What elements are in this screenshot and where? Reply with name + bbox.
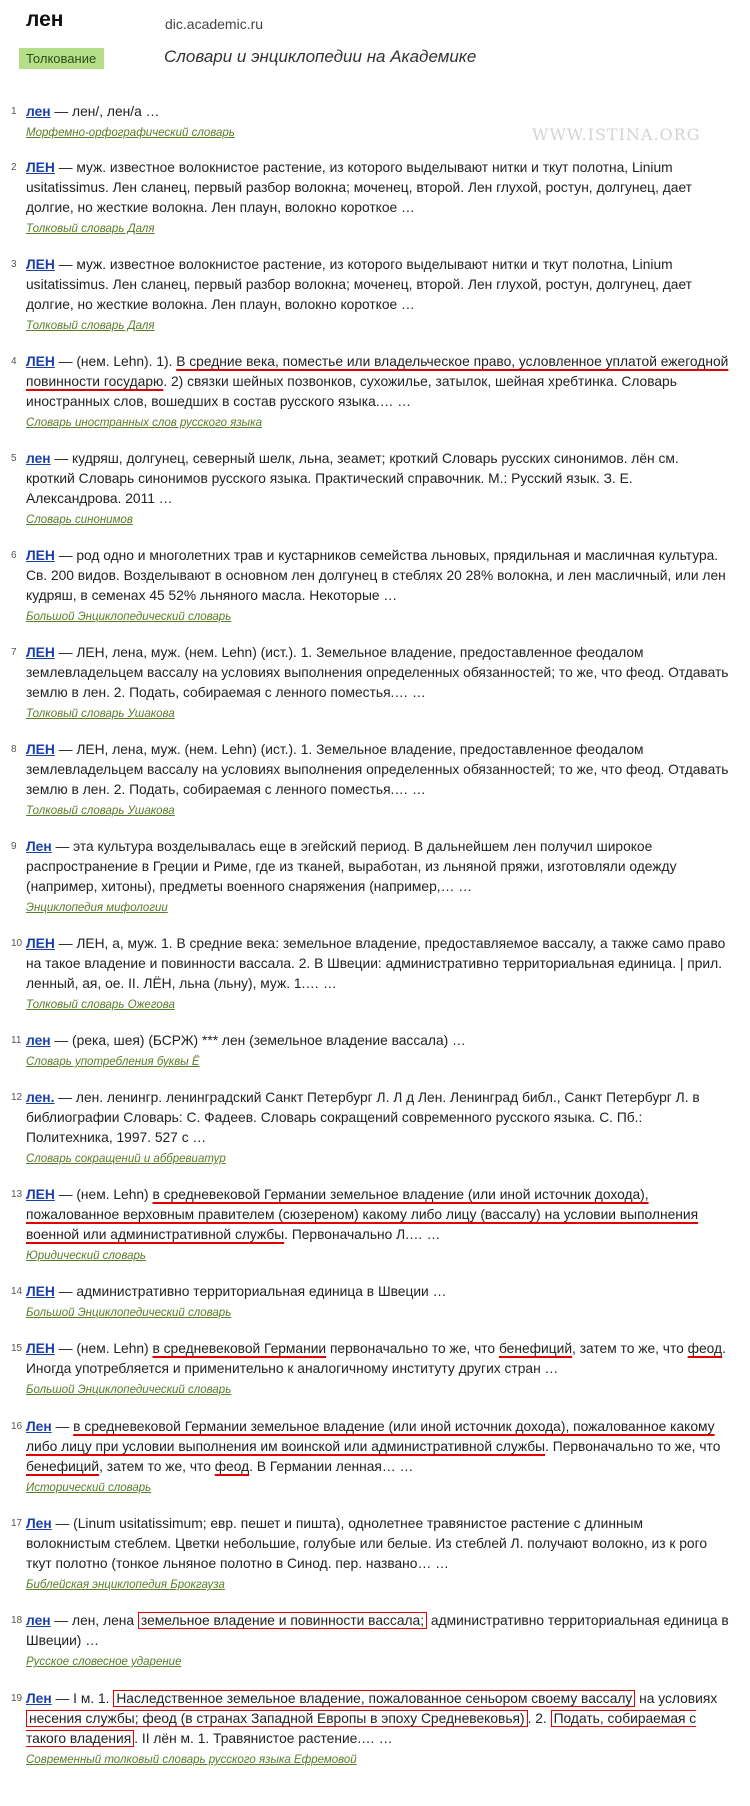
source-link[interactable]: Словарь сокращений и аббревиатур	[26, 1153, 226, 1165]
highlighted-phrase: феод	[687, 1341, 723, 1356]
entry-text	[26, 934, 730, 1015]
entry-number: 13	[11, 1189, 23, 1200]
entry-fragment: — (нем. Lehn)	[54, 1187, 153, 1202]
entry-fragment: — эта культура возделывалась еще в эгейский период. В дальнейшем лен получил широкое распространение в Греции и Риме, где из тканей, выработан, из льняной пряжи, изготовляли одежду (например, хитоны), предметы военного снаряжения (например,… …	[26, 839, 677, 894]
entry-fragment: — лен, лена	[50, 1613, 138, 1628]
entry-number: 7	[11, 647, 17, 658]
entry-text	[26, 352, 730, 433]
entry-fragment: . 2.	[527, 1711, 551, 1726]
list-item	[11, 158, 730, 239]
entry-fragment: на условиях	[635, 1691, 718, 1706]
entry-headword-link[interactable]: ЛЕН	[26, 548, 55, 563]
entry-text	[26, 1339, 730, 1400]
source-link[interactable]: Толковый словарь Ушакова	[26, 805, 175, 817]
entry-fragment: , затем то же, что	[99, 1459, 215, 1474]
entry-headword-link[interactable]: ЛЕН	[26, 742, 55, 757]
entry-number: 12	[11, 1092, 23, 1103]
entry-headword-link[interactable]: лен	[26, 1033, 51, 1048]
source-link[interactable]: Толковый словарь Ушакова	[26, 708, 175, 720]
entry-text	[26, 158, 730, 239]
entry-text	[26, 1611, 730, 1672]
tab-interpretation[interactable]: Толкование	[19, 48, 104, 69]
list-item	[11, 643, 730, 724]
list-item	[11, 1031, 730, 1072]
entry-fragment: . Первоначально Л.… …	[284, 1227, 441, 1242]
boxed-phrase: Подать, собираемая с такого владения	[26, 1711, 697, 1746]
entry-number: 6	[11, 550, 17, 561]
entry-fragment: — (река, шея) (БСРЖ) *** лен (земельное владение вассала) …	[50, 1033, 466, 1048]
source-link[interactable]: Исторический словарь	[26, 1482, 152, 1494]
entry-text	[26, 837, 730, 918]
entry-fragment: . II лён м. 1. Травянистое растение.… …	[134, 1731, 393, 1746]
entry-number: 4	[11, 356, 17, 367]
source-link[interactable]: Толковый словарь Даля	[26, 223, 155, 235]
list-item	[11, 449, 730, 530]
page-header	[0, 0, 750, 98]
source-link[interactable]: Русское словесное ударение	[26, 1656, 182, 1668]
entry-headword-link[interactable]: ЛЕН	[26, 936, 55, 951]
highlighted-phrase: в средневековой Германии	[152, 1341, 327, 1356]
list-item	[11, 740, 730, 821]
entry-number: 8	[11, 744, 17, 755]
boxed-phrase: несения службы; феод (в странах Западной Европы в эпоху Средневековья)	[26, 1710, 528, 1727]
entry-text	[26, 643, 730, 724]
highlighted-phrase: В средние века, поместье или владельческое право, условленное уплатой ежегодной повинности государю	[26, 354, 729, 389]
source-link[interactable]: Большой Энциклопедический словарь	[26, 1307, 232, 1319]
entry-fragment: — лен. ленингр. ленинградский Санкт Петербург Л. Л д Лен. Ленинград библ., Санкт Петербург Л. в библиографии Словарь: С. Фадеев. Словарь сокращений современного русского языка. С. Пб.: Политехника, 1997. 527 с …	[26, 1090, 700, 1145]
entry-text	[26, 102, 730, 143]
entry-fragment: . Первоначально то же, что	[545, 1439, 721, 1454]
page-title: лен	[26, 8, 64, 31]
entry-headword-link[interactable]: Лен	[26, 839, 52, 854]
entry-number: 19	[11, 1693, 23, 1704]
source-link[interactable]: Толковый словарь Ожегова	[26, 999, 175, 1011]
source-link[interactable]: Толковый словарь Даля	[26, 320, 155, 332]
entry-fragment: — ЛЕН, лена, муж. (нем. Lehn) (ист.). 1. Земельное владение, предоставленное феодалом землевладельцем вассалу на условиях выполнения определенных обязанностей; то же, что феод. Отдавать землю в лен. 2. Подать, собираемая с ленного поместья.… …	[26, 742, 729, 797]
source-link[interactable]: Энциклопедия мифологии	[26, 902, 168, 914]
entry-text	[26, 1185, 730, 1266]
entry-fragment: — муж. известное волокнистое растение, из которого выделывают нитки и ткут полотна, Linium usitatissimus. Лен сланец, первый разбор волокна; моченец, второй. Лен глухой, ростун, долгунец, дает долгие, но жесткие волокна. Лен плаун, волокно короткое …	[26, 160, 692, 215]
entry-headword-link[interactable]: Лен	[26, 1419, 52, 1434]
entry-text	[26, 1088, 730, 1169]
entry-number: 14	[11, 1286, 23, 1297]
entry-number: 3	[11, 259, 17, 270]
entry-fragment: . 2) связки шейных позвонков, сухожилье, затылок, шейная хребтинка. Словарь иностранных слов, вошедших в состав русского языка.… …	[26, 374, 677, 409]
site-link[interactable]: dic.academic.ru	[165, 16, 264, 32]
entry-number: 5	[11, 453, 17, 464]
entry-headword-link[interactable]: ЛЕН	[26, 1341, 55, 1356]
source-link[interactable]: Словарь употребления буквы Ё	[26, 1056, 200, 1068]
entry-text	[26, 1689, 730, 1770]
entry-fragment: — ЛЕН, лена, муж. (нем. Lehn) (ист.). 1. Земельное владение, предоставленное феодалом землевладельцем вассалу на условиях выполнения определенных обязанностей; то же, что феод. Отдавать землю в лен. 2. Подать, собираемая с ленного поместья.… …	[26, 645, 729, 700]
entry-number: 1	[11, 106, 17, 117]
entry-number: 2	[11, 162, 17, 173]
source-link[interactable]: Большой Энциклопедический словарь	[26, 611, 232, 623]
entry-fragment: , затем то же, что	[572, 1341, 688, 1356]
site-tagline: Словари и энциклопедии на Академике	[164, 47, 477, 66]
entry-headword-link[interactable]: ЛЕН	[26, 645, 55, 660]
list-item	[11, 1417, 730, 1498]
entry-headword-link[interactable]: ЛЕН	[26, 1187, 55, 1202]
entry-fragment: — род одно и многолетних трав и кустарников семейства льновых, прядильная и масличная культура. Св. 200 видов. Возделывают в основном лен долгунец в стеблях 20 28% волокна, и лен масличный, или лен кудряш, в семенах 45 52% льняного масла. Некоторые …	[26, 548, 726, 603]
entry-number: 16	[11, 1421, 23, 1432]
list-item	[11, 934, 730, 1015]
entry-number: 15	[11, 1343, 23, 1354]
entry-fragment: — (Linum usitatissimum; евр. пешет и пишта), однолетнее травянистое растение с длинным волокнистым стеблем. Цветки небольшие, голубые или белые. Из стеблей Л. получают волокно, из к рого ткут полотно (тонкое льняное полотно в Синод. пер. названо… …	[26, 1516, 707, 1571]
entry-fragment: —	[51, 1419, 74, 1434]
list-item	[11, 255, 730, 336]
entry-headword-link[interactable]: ЛЕН	[26, 1284, 55, 1299]
entry-headword-link[interactable]: Лен	[26, 1516, 52, 1531]
highlighted-phrase: феод	[214, 1459, 250, 1474]
source-link[interactable]: Словарь синонимов	[26, 514, 133, 526]
source-link[interactable]: Морфемно-орфографический словарь	[26, 127, 235, 139]
entry-number: 18	[11, 1615, 23, 1626]
entry-text	[26, 740, 730, 821]
entry-text	[26, 1514, 730, 1595]
highlighted-phrase: в средневековой Германии земельное владение (или иной источник дохода), пожалованное верховным правителем (сюзереном) какому либо лицу (вассалу) на условии выполнения военной или административной службы	[26, 1187, 699, 1242]
entry-headword-link[interactable]: Лен	[26, 1691, 52, 1706]
entry-headword-link[interactable]: лен	[26, 1613, 51, 1628]
entry-headword-link[interactable]: ЛЕН	[26, 354, 55, 369]
list-item	[11, 1282, 730, 1323]
entry-fragment: первоначально то же, что	[326, 1341, 499, 1356]
list-item	[11, 546, 730, 627]
list-item	[11, 1514, 730, 1595]
source-link[interactable]: Библейская энциклопедия Брокгауза	[26, 1579, 225, 1591]
entry-text	[26, 255, 730, 336]
entry-text	[26, 449, 730, 530]
entry-fragment: — кудряш, долгунец, северный шелк, льна, зеамет; кроткий Словарь русских синонимов. лён см. кроткий Словарь синонимов русского языка. Практический справочник. М.: Русский язык. З. Е. Александрова. 2011 …	[26, 451, 679, 506]
highlighted-phrase: бенефиций	[498, 1341, 573, 1356]
entry-text	[26, 1031, 730, 1072]
entry-number: 17	[11, 1518, 23, 1529]
highlighted-phrase: бенефиций	[26, 1459, 100, 1474]
entry-headword-link[interactable]: ЛЕН	[26, 257, 55, 272]
list-item	[11, 352, 730, 433]
entry-fragment: . В Германии ленная… …	[249, 1459, 414, 1474]
source-link[interactable]: Современный толковый словарь русского языка Ефремовой	[26, 1754, 357, 1766]
entry-fragment: . Иногда употребляется и применительно к аналогичному институту других стран …	[26, 1341, 726, 1376]
list-item	[11, 102, 730, 143]
source-link[interactable]: Словарь иностранных слов русского языка	[26, 417, 262, 429]
source-link[interactable]: Юридический словарь	[26, 1250, 146, 1262]
list-item	[11, 1339, 730, 1400]
entry-fragment: — административно территориальная единица в Швеции …	[54, 1284, 447, 1299]
list-item	[11, 1185, 730, 1266]
boxed-phrase: Наследственное земельное владение, пожалованное сеньором своему вассалу	[113, 1690, 635, 1707]
entry-fragment: — ЛЕН, а, муж. 1. В средние века: земельное владение, предоставляемое вассалу, а также само право на такое владение и повинности вассала. 2. В Швеции: административно территориальная единица. | прил. ленный, ая, ое. II. ЛЁН, льна (льну), муж. 1.… …	[26, 936, 726, 991]
watermark: WWW.ISTINA.ORG	[532, 125, 701, 144]
entry-number: 11	[11, 1035, 22, 1046]
entry-fragment: — (нем. Lehn). 1).	[54, 354, 177, 369]
entry-text	[26, 1417, 730, 1498]
entry-fragment: административно территориальная единица в Швеции) …	[26, 1613, 729, 1648]
entry-text	[26, 546, 730, 627]
entry-fragment: — муж. известное волокнистое растение, из которого выделывают нитки и ткут полотна, Linium usitatissimus. Лен сланец, первый разбор волокна; моченец, второй. Лен глухой, ростун, долгунец, дает долгие, но жесткие волокна. Лен плаун, волокно короткое …	[26, 257, 692, 312]
entry-headword-link[interactable]: лен.	[26, 1090, 55, 1105]
entry-fragment: — лен/, лен/а …	[50, 104, 160, 119]
source-link[interactable]: Большой Энциклопедический словарь	[26, 1384, 232, 1396]
entry-number: 10	[11, 938, 23, 949]
entry-headword-link[interactable]: лен	[26, 104, 51, 119]
list-item	[11, 1611, 730, 1672]
list-item	[11, 1088, 730, 1169]
entry-fragment: — I м. 1.	[51, 1691, 114, 1706]
entry-text	[26, 1282, 730, 1323]
highlighted-phrase: в средневековой Германии земельное владение (или иной источник дохода), пожалованное какому либо лицу при условии выполнения им воинской или административной службы	[26, 1419, 715, 1454]
entry-number: 9	[11, 841, 17, 852]
boxed-phrase: земельное владение и повинности вассала;	[138, 1612, 427, 1629]
entry-headword-link[interactable]: ЛЕН	[26, 160, 55, 175]
list-item	[11, 837, 730, 918]
entry-headword-link[interactable]: лен	[26, 451, 51, 466]
entry-fragment: — (нем. Lehn)	[54, 1341, 153, 1356]
list-item	[11, 1689, 730, 1770]
